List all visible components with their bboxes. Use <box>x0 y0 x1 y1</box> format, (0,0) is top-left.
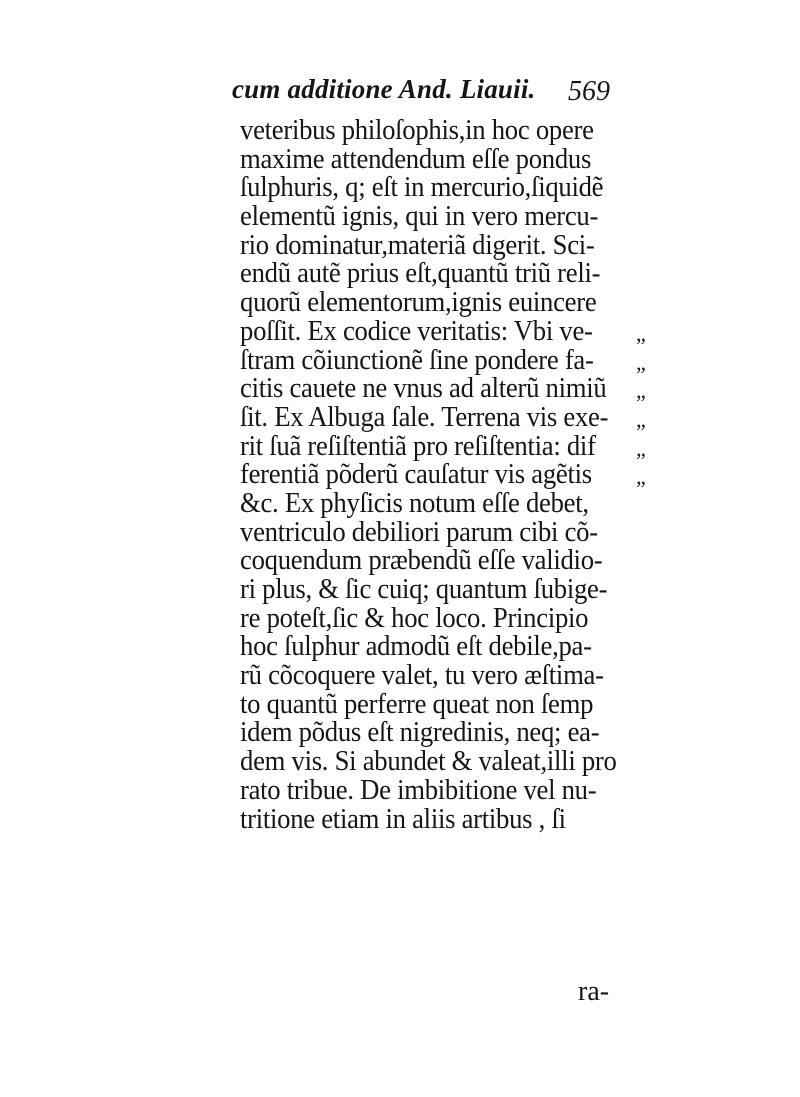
text-line <box>240 747 660 776</box>
text-line <box>240 460 660 489</box>
text-line-content: coquendum præbendũ eſſe validio- <box>240 544 603 577</box>
text-line <box>240 343 660 376</box>
text-line <box>240 202 660 231</box>
text-line <box>240 142 660 175</box>
catchword: ra- <box>578 976 610 1007</box>
text-line-content: ventriculo debiliori parum cibi cõ- <box>240 515 598 548</box>
text-line-content: rato tribue. De imbibitione vel nu- <box>240 773 597 806</box>
text-line-content: rũ cõcoquere valet, tu vero æſtima- <box>240 659 604 692</box>
text-line <box>240 374 660 403</box>
text-line-content: ferentiã põderũ cauſatur vis agẽtis <box>240 458 592 491</box>
text-line-content: quorũ elementorum,ignis euincere <box>240 286 597 319</box>
text-line-content: ſulphuris, q; eſt in mercurio,ſiquidẽ <box>240 171 604 204</box>
text-line <box>240 116 660 145</box>
page-number: 569 <box>568 76 610 107</box>
text-line-content: re poteſt,ſic & hoc loco. Principio <box>240 601 589 634</box>
marginal-quote-mark: „ <box>636 320 646 346</box>
text-line <box>240 515 660 548</box>
text-line <box>240 718 660 747</box>
running-head: cum additione And. Liauii. <box>232 74 536 104</box>
text-line-content: maxime attendendum eſſe pondus <box>240 142 592 175</box>
text-line <box>240 687 660 720</box>
text-line-content: endũ autẽ prius eſt,quantũ triũ reli- <box>240 257 601 290</box>
text-line-content: idem põdus eſt nigredinis, neq; ea- <box>240 716 600 749</box>
marginal-quote-mark: „ <box>636 464 646 490</box>
marginal-quote-mark: „ <box>636 349 646 375</box>
text-line <box>240 601 660 634</box>
text-line-content: citis cauete ne vnus ad alterũ nimiũ <box>240 372 607 405</box>
text-line <box>240 259 660 288</box>
text-line-content: ſit. Ex Albuga ſale. Terrena vis exe- <box>240 400 609 433</box>
text-line <box>240 228 660 261</box>
text-line-content: rio dominatur,materiã digerit. Sci- <box>240 228 595 261</box>
text-line <box>240 575 660 604</box>
text-line-content: ſtram cõiunctionẽ ſine pondere fa- <box>240 343 594 376</box>
text-line-content: ri plus, & ſic cuiq; quantum ſubige- <box>240 573 608 605</box>
text-line-content: veteribus philoſophis,in hoc opere <box>240 114 594 146</box>
text-line-content: tritione etiam in aliis artibus , ſi <box>240 802 566 835</box>
text-line <box>240 546 660 575</box>
text-line <box>240 661 660 690</box>
body-text <box>240 116 660 833</box>
marginal-quote-mark: „ <box>636 378 646 404</box>
text-line-content: hoc ſulphur admodũ eſt debile,pa- <box>240 630 592 663</box>
text-line <box>240 802 660 835</box>
text-line-content: to quantũ perferre queat non ſemp <box>240 687 594 720</box>
text-line <box>240 400 660 433</box>
text-line <box>240 429 660 462</box>
text-line-content: dem vis. Si abundet & valeat,illi pro <box>240 745 617 778</box>
text-line-content: elementũ ignis, qui in vero mercu- <box>240 200 599 233</box>
text-line <box>240 486 660 519</box>
marginal-quote-mark: „ <box>636 406 646 432</box>
text-line-content: &c. Ex phyſicis notum eſſe debet, <box>240 486 589 519</box>
text-line-content: poſſit. Ex codice veritatis: Vbi ve- <box>240 314 593 347</box>
text-line-content: rit ſuã reſiſtentiã pro reſiſtentia: dif <box>240 429 596 462</box>
text-line <box>240 173 660 202</box>
text-line <box>240 773 660 806</box>
text-line <box>240 314 660 347</box>
marginal-quote-mark: „ <box>636 435 646 461</box>
text-line <box>240 288 660 317</box>
text-line <box>240 632 660 661</box>
